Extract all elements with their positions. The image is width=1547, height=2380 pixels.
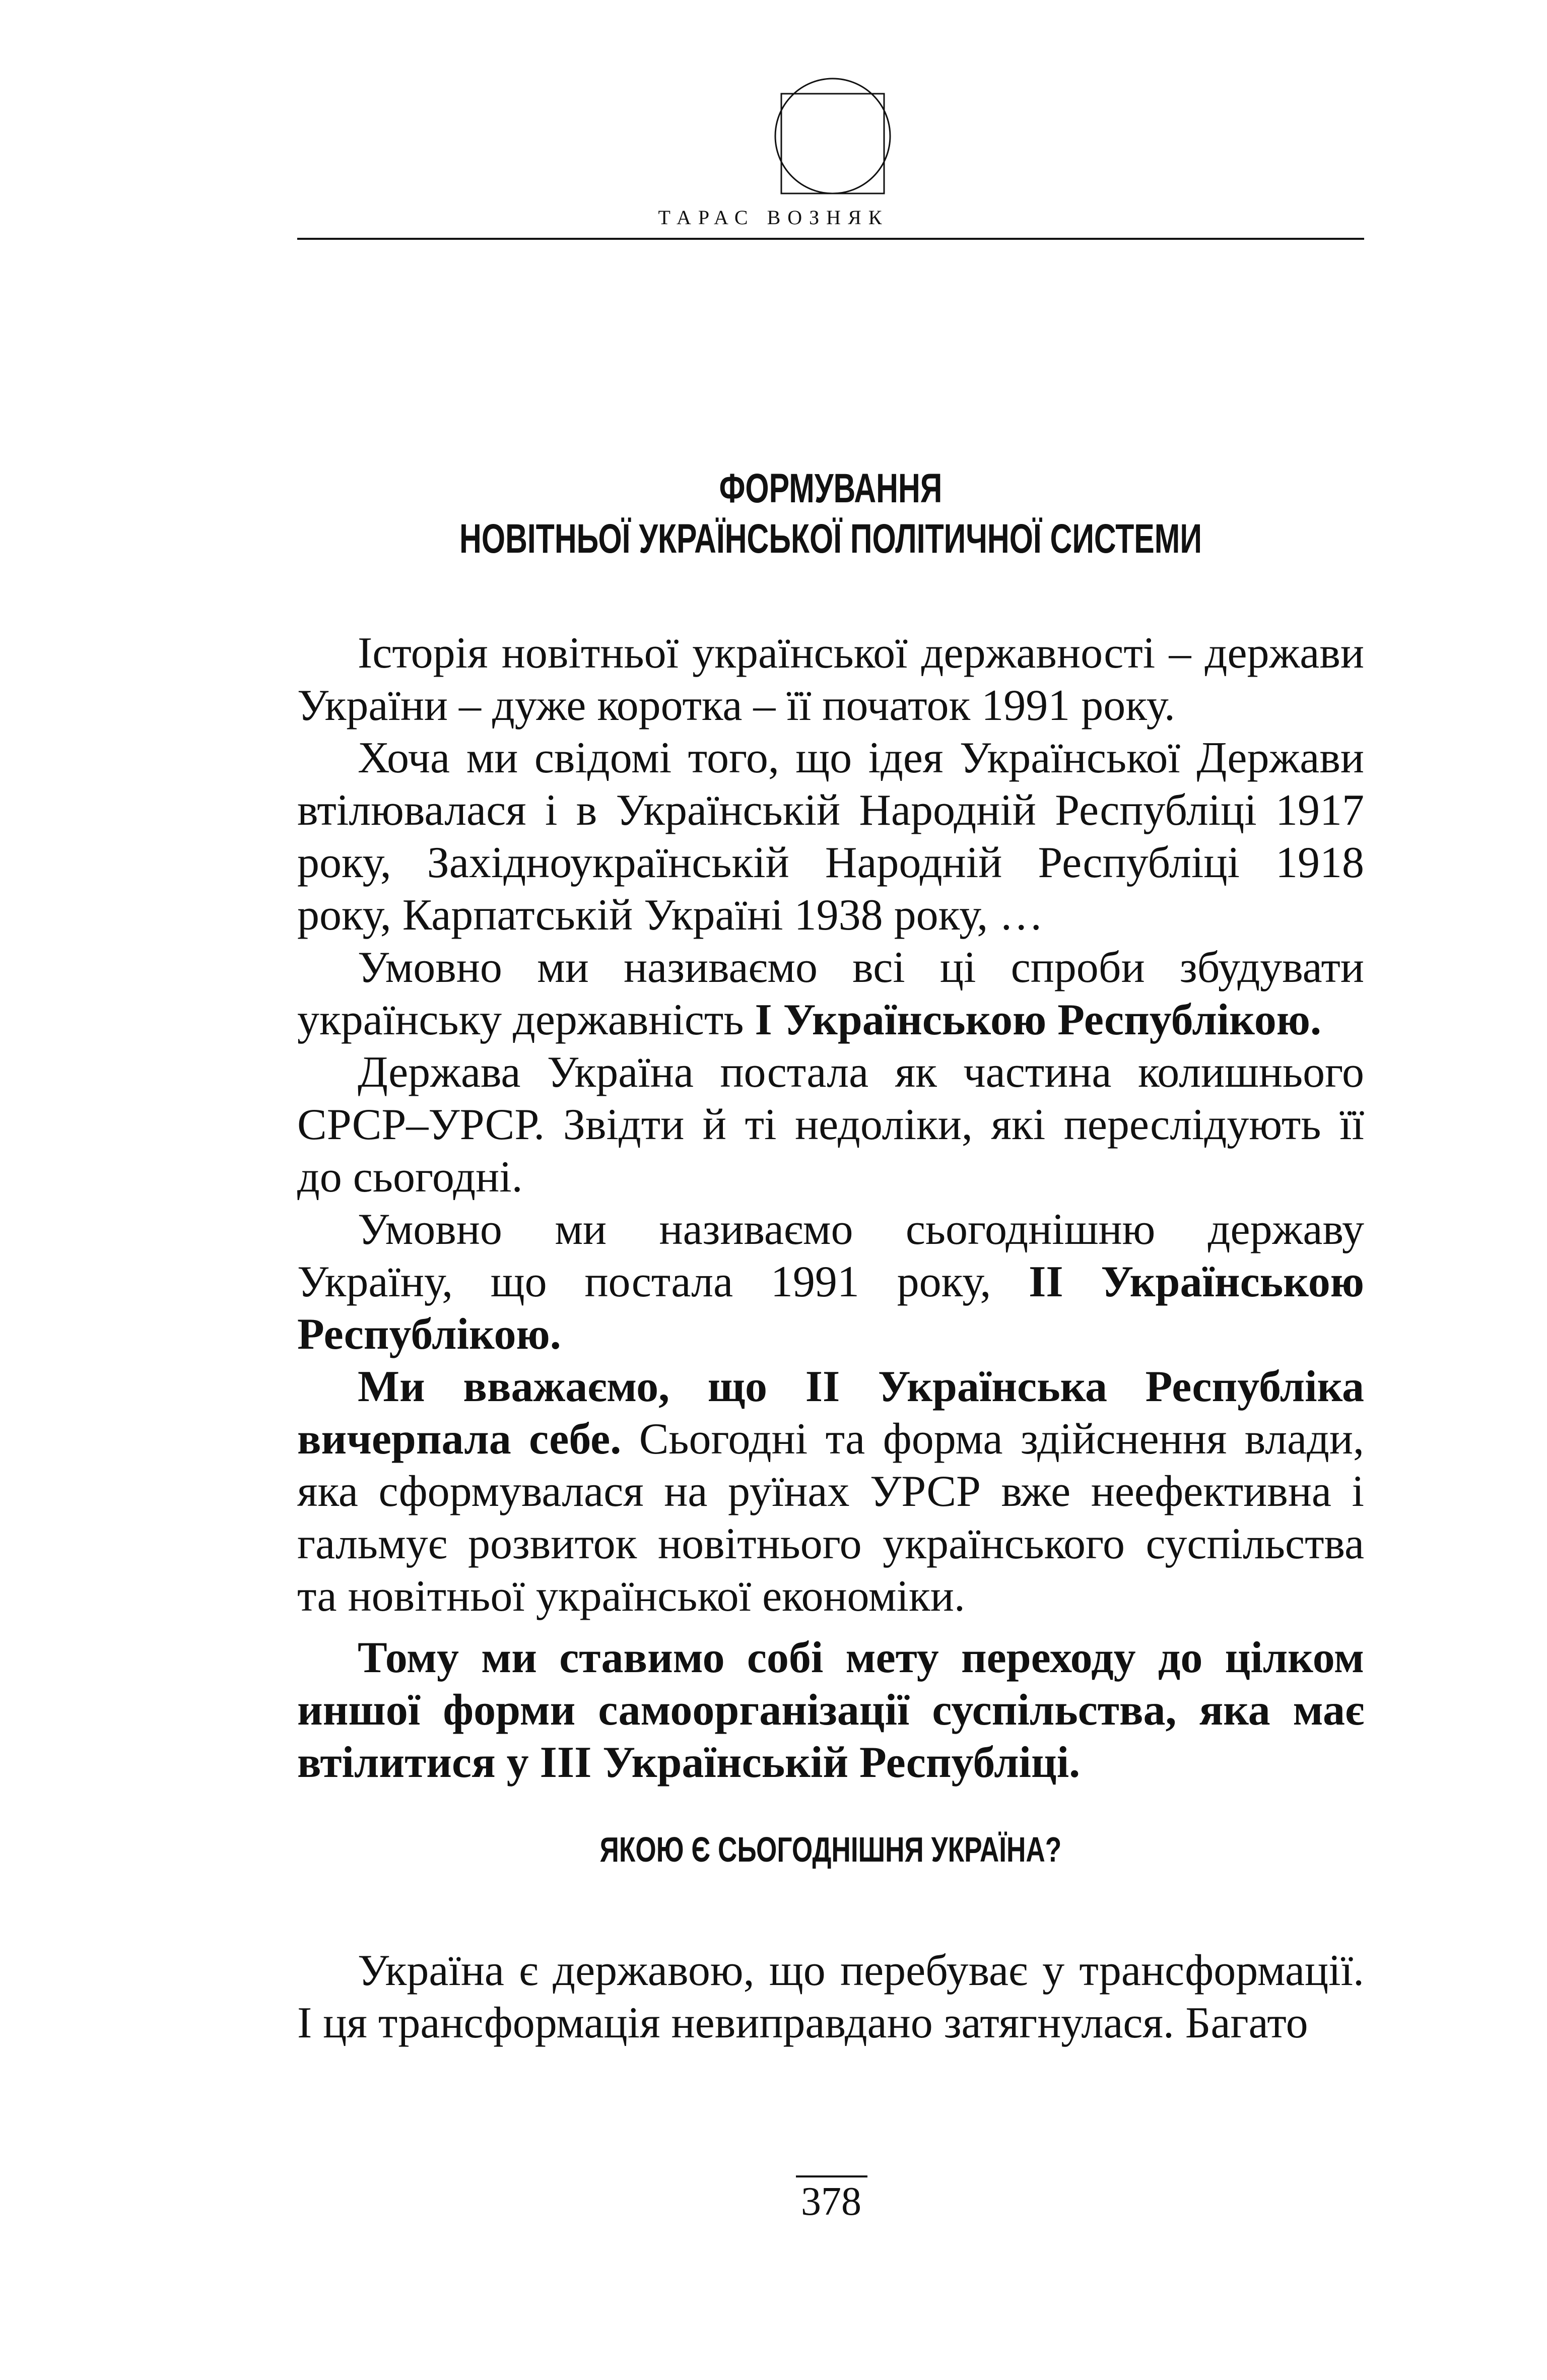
paragraph-3 [297, 942, 1364, 1046]
page-number: 378 [801, 2179, 861, 2224]
header-rule [297, 238, 1364, 240]
section-paragraph-1: Україна є державою, що перебуває у трансформації. І ця трансформація невиправдано затягнулася. Багато [297, 1946, 1364, 2047]
paragraph-6-text: Сьогодні та форма здійснення влади, яка сформувалася на руїнах УРСР вже неефективна і гальмує розвиток новітнього українського суспільства та новітньої української економіки. [297, 1415, 1365, 1621]
paragraph-4: Держава Україна постала як частина колишнього СРСР–УРСР. Звідти й ті недоліки, які переслідують її до сьогодні. [297, 1048, 1364, 1202]
paragraph-2: Хоча ми свідомі того, що ідея Української Держави втілювалася і в Українській Народній Республіці 1917 року, Західноукраїнській Народній Республіці 1918 року, Карпатській Україні 1938 року, … [297, 734, 1364, 940]
section-heading: ЯКОЮ Є СЬОГОДНІШНЯ УКРАЇНА? [599, 1830, 1062, 1869]
paragraph-5-text: Умовно ми називаємо сьогоднішню державу Україну, що постала 1991 року, [297, 1205, 1364, 1306]
body-text [297, 627, 1364, 1789]
paragraph-3-emphasis: І Українською Республікою. [755, 996, 1322, 1044]
paragraph-1: Історія новітньої української державності – держави України – дуже коротка – її початок 1991 року. [297, 629, 1364, 730]
chapter-title-line-1: ФОРМУВАННЯ [719, 466, 943, 511]
paragraph-7: Тому ми ставимо собі мету переходу до цілком иншої форми самоорганізації суспільства, яка має втілитися у ІІІ Українській Республіці. [297, 1633, 1364, 1787]
paragraph-3-text: Умовно ми називаємо всі ці спроби збудувати українську державність [297, 943, 1364, 1044]
section-body-text [297, 1945, 1364, 2050]
paragraph-5-emphasis: ІІ Українською Республікою. [297, 1258, 1364, 1359]
circle-square-emblem-icon [772, 76, 893, 196]
paragraph-6-emphasis: Ми вважаємо, що ІІ Українська Республіка вичерпала себе. [297, 1362, 1364, 1464]
running-head-author: ТАРАС ВОЗНЯК [658, 206, 889, 229]
paragraph-5 [297, 1204, 1364, 1361]
paragraph-6 [297, 1361, 1364, 1623]
chapter-title-line-2: НОВІТНЬОЇ УКРАЇНСЬКОЇ ПОЛІТИЧНОЇ СИСТЕМИ [459, 516, 1202, 562]
